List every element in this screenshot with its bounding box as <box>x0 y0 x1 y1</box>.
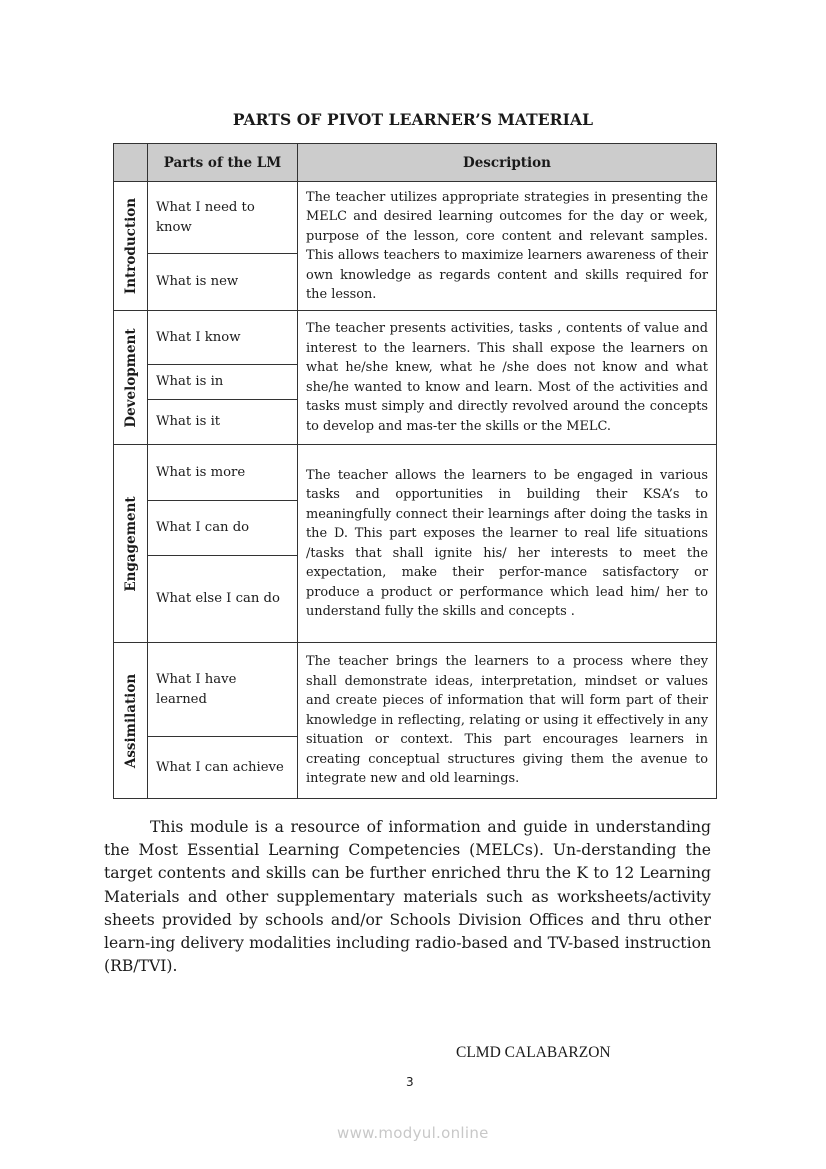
stage-label: Development <box>122 327 139 428</box>
part-cell: What I need to know <box>148 182 298 254</box>
table-row <box>114 445 717 501</box>
table-row <box>114 311 717 365</box>
part-cell: What is in <box>148 365 298 400</box>
watermark: www.modyul.online <box>337 1124 489 1142</box>
header-stage <box>114 144 148 182</box>
parts-table <box>113 143 717 799</box>
stage-cell-engagement <box>114 445 148 643</box>
header-parts: Parts of the LM <box>148 144 298 182</box>
description-cell: The teacher presents activities, tasks , contents of value and interest to the learners. This shall expose the learners on what he/she knew, what he /she does not know and what she/he wanted to know and learn. Most of the activities and tasks must simply and directly revolved around the concepts to develop and mas-ter the skills or the MELC. <box>298 311 717 445</box>
stage-label: Assimilation <box>122 673 139 768</box>
intro-paragraph: This module is a resource of information and guide in understanding the Most Essential Learning Competencies (MELCs). Un-derstanding the target contents and skills can be further enriched thru the K to 12 Learning Materials and other supplementary materials such as worksheets/activity sheets provided by schools and/or Schools Division Offices and thru other learn-ing delivery modalities including radio-based and TV-based instruction (RB/TVI). <box>104 818 711 976</box>
part-cell: What I can achieve <box>148 737 298 799</box>
part-cell: What I have learned <box>148 643 298 737</box>
header-description: Description <box>298 144 717 182</box>
stage-cell-assimilation <box>114 643 148 799</box>
description-cell: The teacher utilizes appropriate strategies in presenting the MELC and desired learning outcomes for the day or week, purpose of the lesson, core content and relevant samples. This allows teachers to maximize learners awareness of their own knowledge as regards content and skills required for the lesson. <box>298 182 717 311</box>
description-cell: The teacher brings the learners to a process where they shall demonstrate ideas, interpretation, mindset or values and create pieces of information that will form part of their knowledge in reflecting, relating or using it effectively in any situation or context. This part encourages learners in creating conceptual structures giving them the avenue to integrate new and old learnings. <box>298 643 717 799</box>
stage-cell-introduction <box>114 182 148 311</box>
stage-cell-development <box>114 311 148 445</box>
table-row <box>114 182 717 254</box>
part-cell: What is new <box>148 254 298 311</box>
page-number: 3 <box>406 1075 414 1089</box>
stage-label: Introduction <box>122 197 139 295</box>
part-cell: What I know <box>148 311 298 365</box>
part-cell: What else I can do <box>148 556 298 643</box>
signature: CLMD CALABARZON <box>456 1044 611 1061</box>
page-title: PARTS OF PIVOT LEARNER’S MATERIAL <box>232 110 594 129</box>
description-cell: The teacher allows the learners to be engaged in various tasks and opportunities in building their KSA’s to meaningfully connect their learnings after doing the tasks in the D. This part exposes the learner to real life situations /tasks that shall ignite his/ her interests to meet the expectation, make their perfor-mance satisfactory or produce a product or performance which lead him/ her to understand fully the skills and concepts . <box>298 445 717 643</box>
part-cell: What I can do <box>148 501 298 556</box>
table-row <box>114 643 717 737</box>
part-cell: What is more <box>148 445 298 501</box>
table-header-row <box>114 144 717 182</box>
stage-label: Engagement <box>122 495 139 592</box>
part-cell: What is it <box>148 400 298 445</box>
